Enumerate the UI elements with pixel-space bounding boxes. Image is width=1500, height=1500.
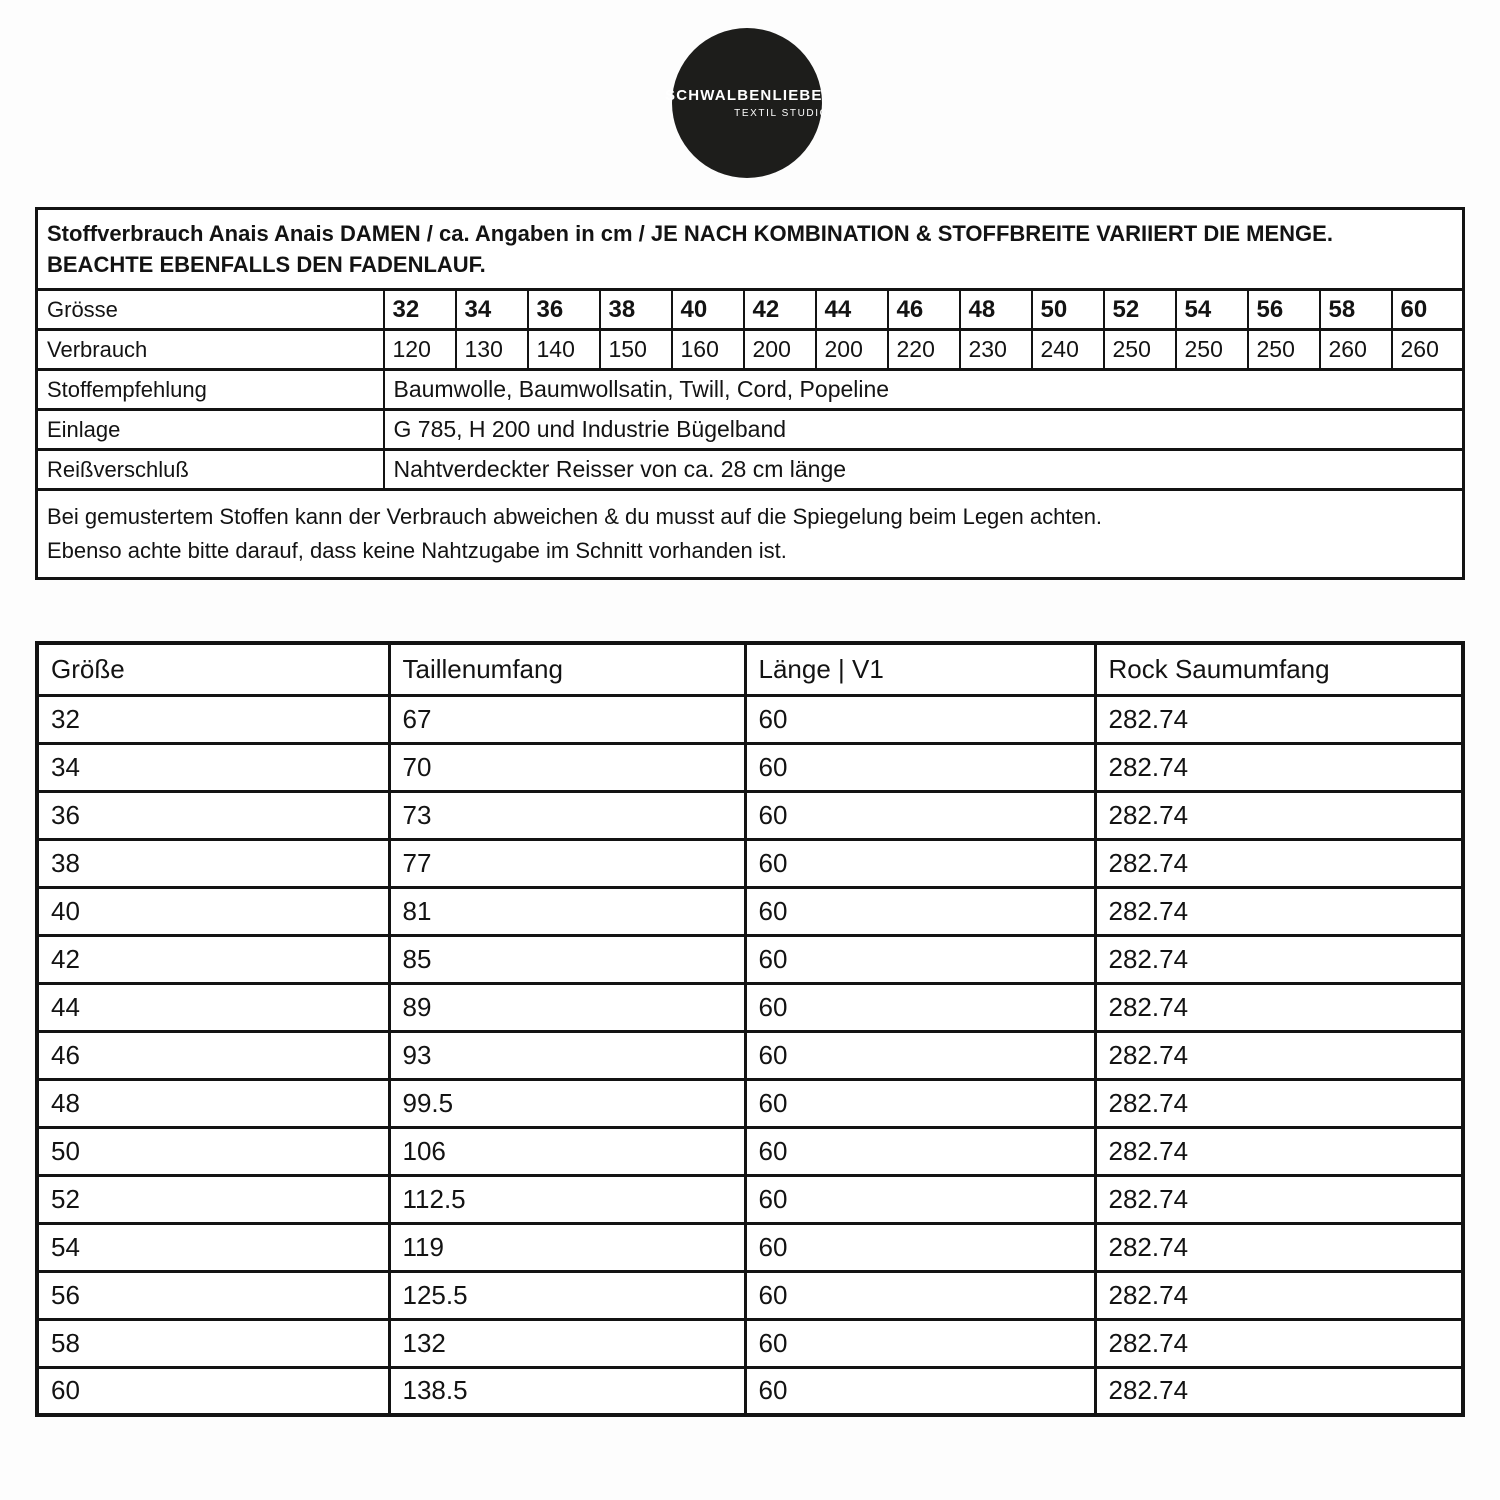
measurement-row bbox=[37, 935, 1463, 983]
cell-size: 34 bbox=[37, 743, 389, 791]
size-cell: 56 bbox=[1248, 290, 1320, 330]
brand-subtitle: TEXTIL STUDIO bbox=[734, 108, 829, 119]
brand-logo-text bbox=[665, 87, 829, 119]
measurement-row bbox=[37, 839, 1463, 887]
consumption-cell: 120 bbox=[384, 330, 456, 370]
interfacing-row bbox=[37, 410, 1464, 450]
cell-length: 60 bbox=[745, 839, 1095, 887]
cell-size: 60 bbox=[37, 1367, 389, 1415]
consumption-cell: 160 bbox=[672, 330, 744, 370]
info-title-line-2: BEACHTE EBENFALLS DEN FADENLAUF. bbox=[47, 252, 486, 277]
cell-waist: 81 bbox=[389, 887, 745, 935]
consumption-cell: 220 bbox=[888, 330, 960, 370]
cell-size: 44 bbox=[37, 983, 389, 1031]
cell-hem: 282.74 bbox=[1095, 1223, 1463, 1271]
cell-hem: 282.74 bbox=[1095, 983, 1463, 1031]
info-title-row bbox=[37, 209, 1464, 290]
consumption-cell: 200 bbox=[744, 330, 816, 370]
cell-hem: 282.74 bbox=[1095, 1175, 1463, 1223]
cell-length: 60 bbox=[745, 1079, 1095, 1127]
cell-size: 38 bbox=[37, 839, 389, 887]
cell-size: 42 bbox=[37, 935, 389, 983]
measurement-row bbox=[37, 1079, 1463, 1127]
cell-size: 54 bbox=[37, 1223, 389, 1271]
size-cell: 58 bbox=[1320, 290, 1392, 330]
cell-hem: 282.74 bbox=[1095, 1319, 1463, 1367]
cell-length: 60 bbox=[745, 1175, 1095, 1223]
column-header-length: Länge | V1 bbox=[745, 643, 1095, 695]
measurement-header-row bbox=[37, 643, 1463, 695]
consumption-cell: 150 bbox=[600, 330, 672, 370]
measurement-row bbox=[37, 1223, 1463, 1271]
cell-hem: 282.74 bbox=[1095, 935, 1463, 983]
consumption-cell: 230 bbox=[960, 330, 1032, 370]
size-cell: 40 bbox=[672, 290, 744, 330]
consumption-cell: 140 bbox=[528, 330, 600, 370]
cell-waist: 89 bbox=[389, 983, 745, 1031]
cell-hem: 282.74 bbox=[1095, 1031, 1463, 1079]
registered-trademark-mark: ® bbox=[822, 89, 829, 96]
consumption-row-label: Verbrauch bbox=[37, 330, 384, 370]
cell-waist: 77 bbox=[389, 839, 745, 887]
cell-hem: 282.74 bbox=[1095, 791, 1463, 839]
cell-length: 60 bbox=[745, 1031, 1095, 1079]
consumption-cell: 200 bbox=[816, 330, 888, 370]
brand-logo bbox=[665, 28, 829, 178]
cell-waist: 93 bbox=[389, 1031, 745, 1079]
measurement-row bbox=[37, 791, 1463, 839]
consumption-cell: 130 bbox=[456, 330, 528, 370]
column-header-waist: Taillenumfang bbox=[389, 643, 745, 695]
fabric-recommendation-label: Stoffempfehlung bbox=[37, 370, 384, 410]
size-cell: 52 bbox=[1104, 290, 1176, 330]
consumption-cell: 250 bbox=[1104, 330, 1176, 370]
cell-waist: 138.5 bbox=[389, 1367, 745, 1415]
measurement-row bbox=[37, 1175, 1463, 1223]
cell-hem: 282.74 bbox=[1095, 695, 1463, 743]
column-header-size: Größe bbox=[37, 643, 389, 695]
cell-size: 40 bbox=[37, 887, 389, 935]
cell-waist: 85 bbox=[389, 935, 745, 983]
size-cell: 60 bbox=[1392, 290, 1464, 330]
note-row bbox=[37, 490, 1464, 579]
size-row bbox=[37, 290, 1464, 330]
cell-length: 60 bbox=[745, 1367, 1095, 1415]
cell-length: 60 bbox=[745, 935, 1095, 983]
cell-length: 60 bbox=[745, 743, 1095, 791]
measurement-table bbox=[35, 641, 1465, 1417]
consumption-cell: 260 bbox=[1320, 330, 1392, 370]
size-cell: 50 bbox=[1032, 290, 1104, 330]
size-cell: 44 bbox=[816, 290, 888, 330]
cell-waist: 67 bbox=[389, 695, 745, 743]
column-header-hem: Rock Saumumfang bbox=[1095, 643, 1463, 695]
cell-size: 56 bbox=[37, 1271, 389, 1319]
fabric-recommendation-row bbox=[37, 370, 1464, 410]
cell-waist: 132 bbox=[389, 1319, 745, 1367]
cell-size: 46 bbox=[37, 1031, 389, 1079]
cell-hem: 282.74 bbox=[1095, 1367, 1463, 1415]
cell-size: 52 bbox=[37, 1175, 389, 1223]
size-cell: 48 bbox=[960, 290, 1032, 330]
measurement-row bbox=[37, 743, 1463, 791]
cell-hem: 282.74 bbox=[1095, 1079, 1463, 1127]
measurement-row bbox=[37, 1031, 1463, 1079]
cell-waist: 119 bbox=[389, 1223, 745, 1271]
interfacing-label: Einlage bbox=[37, 410, 384, 450]
fabric-recommendation-value: Baumwolle, Baumwollsatin, Twill, Cord, Popeline bbox=[384, 370, 1464, 410]
cell-waist: 70 bbox=[389, 743, 745, 791]
cell-size: 36 bbox=[37, 791, 389, 839]
zipper-value: Nahtverdeckter Reisser von ca. 28 cm länge bbox=[384, 450, 1464, 490]
measurement-row bbox=[37, 1271, 1463, 1319]
consumption-cell: 250 bbox=[1248, 330, 1320, 370]
size-cell: 54 bbox=[1176, 290, 1248, 330]
cell-size: 50 bbox=[37, 1127, 389, 1175]
cell-size: 32 bbox=[37, 695, 389, 743]
consumption-cell: 260 bbox=[1392, 330, 1464, 370]
cell-length: 60 bbox=[745, 1319, 1095, 1367]
cell-waist: 125.5 bbox=[389, 1271, 745, 1319]
cell-length: 60 bbox=[745, 791, 1095, 839]
cell-size: 58 bbox=[37, 1319, 389, 1367]
cell-hem: 282.74 bbox=[1095, 887, 1463, 935]
cell-hem: 282.74 bbox=[1095, 743, 1463, 791]
measurement-row bbox=[37, 695, 1463, 743]
cell-waist: 73 bbox=[389, 791, 745, 839]
cell-length: 60 bbox=[745, 1223, 1095, 1271]
brand-name bbox=[665, 87, 829, 104]
measurement-row bbox=[37, 1367, 1463, 1415]
cell-length: 60 bbox=[745, 1271, 1095, 1319]
note-line-1: Bei gemustertem Stoffen kann der Verbrauch abweichen & du musst auf die Spiegelung beim Legen achten. bbox=[47, 504, 1103, 529]
measurement-row bbox=[37, 983, 1463, 1031]
size-row-label: Grösse bbox=[37, 290, 384, 330]
cell-length: 60 bbox=[745, 887, 1095, 935]
cell-hem: 282.74 bbox=[1095, 839, 1463, 887]
size-cell: 34 bbox=[456, 290, 528, 330]
zipper-row bbox=[37, 450, 1464, 490]
measurement-row bbox=[37, 1127, 1463, 1175]
note-cell bbox=[37, 490, 1464, 579]
cell-waist: 112.5 bbox=[389, 1175, 745, 1223]
consumption-cell: 240 bbox=[1032, 330, 1104, 370]
cell-length: 60 bbox=[745, 695, 1095, 743]
info-table-title-cell bbox=[37, 209, 1464, 290]
consumption-row bbox=[37, 330, 1464, 370]
cell-size: 48 bbox=[37, 1079, 389, 1127]
cell-waist: 99.5 bbox=[389, 1079, 745, 1127]
size-cell: 36 bbox=[528, 290, 600, 330]
cell-hem: 282.74 bbox=[1095, 1127, 1463, 1175]
size-cell: 46 bbox=[888, 290, 960, 330]
cell-waist: 106 bbox=[389, 1127, 745, 1175]
cell-hem: 282.74 bbox=[1095, 1271, 1463, 1319]
zipper-label: Reißverschluß bbox=[37, 450, 384, 490]
size-cell: 32 bbox=[384, 290, 456, 330]
measurement-row bbox=[37, 887, 1463, 935]
consumption-cell: 250 bbox=[1176, 330, 1248, 370]
brand-name-text: SCHWALBENLIEBE bbox=[665, 87, 823, 104]
size-cell: 38 bbox=[600, 290, 672, 330]
interfacing-value: G 785, H 200 und Industrie Bügelband bbox=[384, 410, 1464, 450]
size-cell: 42 bbox=[744, 290, 816, 330]
note-line-2: Ebenso achte bitte darauf, dass keine Nahtzugabe im Schnitt vorhanden ist. bbox=[47, 538, 787, 563]
info-title-line-1: Stoffverbrauch Anais Anais DAMEN / ca. Angaben in cm / JE NACH KOMBINATION & STOFFBREITE VARIIERT DIE MENGE. bbox=[47, 221, 1333, 246]
cell-length: 60 bbox=[745, 983, 1095, 1031]
measurement-row bbox=[37, 1319, 1463, 1367]
cell-length: 60 bbox=[745, 1127, 1095, 1175]
fabric-consumption-table bbox=[35, 207, 1465, 580]
